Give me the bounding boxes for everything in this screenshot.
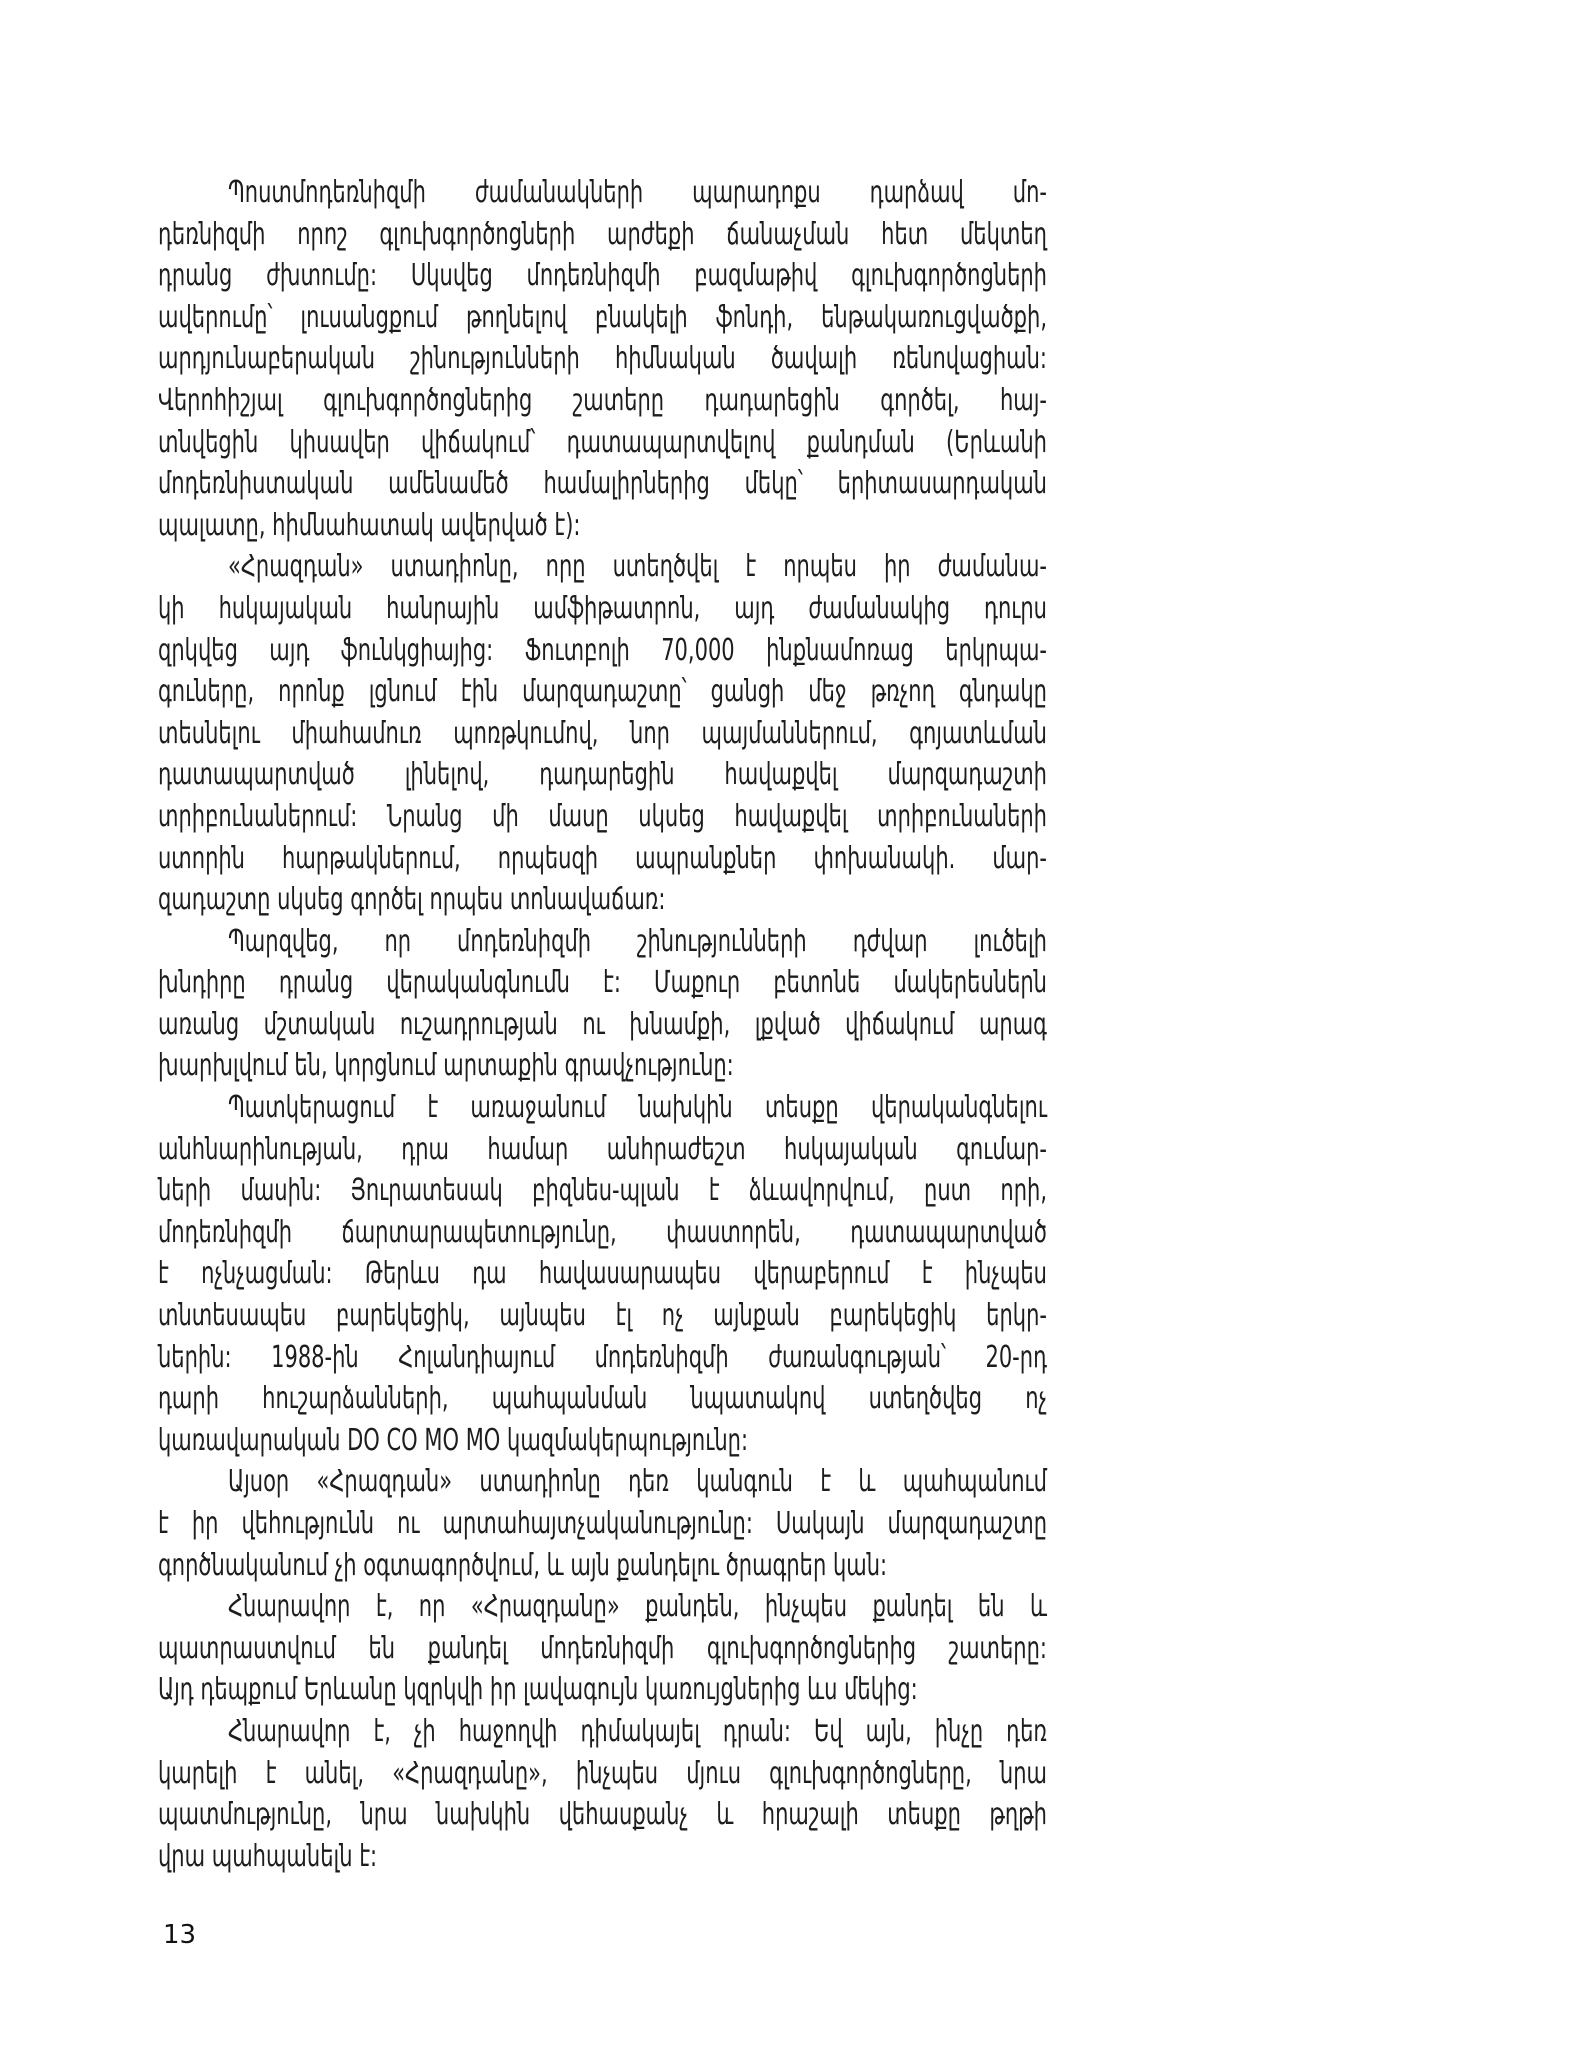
text-line: կարելի է անել, «Հրազդանը», ինչպես մյուս գլուխգործոցները, նրա bbox=[158, 1755, 1047, 1791]
text-line: վրա պահպանելն է: bbox=[158, 1838, 378, 1874]
text-line: խարխլվում են, կորցնում արտաքին գրավչությունը: bbox=[158, 1048, 734, 1084]
text-line: դատապարտված լինելով, դադարեցին հավաքվել մարզադաշտի bbox=[158, 757, 1047, 793]
text-line: կի հսկայական հանրային ամֆիթատրոն, այդ ժամանակից դուրս bbox=[158, 590, 1047, 626]
text-line: առանց մշտական ուշադրության ու խնամքի, լքված վիճակում արագ bbox=[158, 1006, 1047, 1042]
text-line: դարի հուշարձանների, պահպանման նպատակով ստեղծվեց ոչ bbox=[158, 1381, 1047, 1417]
paragraph bbox=[158, 921, 1047, 1087]
text-line: Պոստմոդեռնիզմի ժամանակների պարադոքս դարձավ մո- bbox=[228, 175, 1047, 210]
paragraph bbox=[158, 1461, 1047, 1586]
text-line: ների մասին: Յուրատեսակ բիզնես-պլան է ձևավորվում, ըստ որի, bbox=[158, 1173, 1047, 1209]
text-line: ավերումը՝ լուսանցքում թողնելով բնակելի ֆոնդի, ենթակառուցվածքի, bbox=[158, 299, 1047, 335]
text-line: անհնարինության, դրա համար անհրաժեշտ հսկայական գումար- bbox=[158, 1131, 1047, 1167]
text-line: Պարզվեց, որ մոդեռնիզմի շինությունների դժվար լուծելի bbox=[228, 923, 1047, 959]
text-line: զադաշտը սկսեց գործել որպես տոնավաճառ: bbox=[158, 882, 666, 918]
text-line: Վերոհիշյալ գլուխգործոցներից շատերը դադարեցին գործել, հայ- bbox=[158, 382, 1047, 418]
text-line: մոդեռնիստական ամենամեծ համալիրներից մեկը՝ երիտասարդական bbox=[158, 466, 1047, 502]
text-line: խնդիրը դրանց վերականգնումն է: Մաքուր բետոնե մակերեսներն bbox=[158, 965, 1047, 1001]
text-line: դեռնիզմի որոշ գլուխգործոցների արժեքի ճանաչման հետ մեկտեղ bbox=[158, 216, 1047, 252]
text-line: ներին: 1988-ին Հոլանդիայում մոդեռնիզմի ժառանգության՝ 20-րդ bbox=[158, 1339, 1047, 1375]
text-line: պալատը, հիմնահատակ ավերված է): bbox=[158, 507, 581, 543]
text-line: պատմությունը, նրա նախկին վեհասքանչ և հրաշալի տեսքը թղթի bbox=[158, 1797, 1047, 1833]
text-line: տնտեսապես բարեկեցիկ, այնպես էլ ոչ այնքան բարեկեցիկ երկր- bbox=[158, 1298, 1047, 1334]
text-line: տրիբունաներում: Նրանց մի մասը սկսեց հավաքվել տրիբունաների bbox=[158, 798, 1047, 834]
text-line: Պատկերացում է առաջանում նախկին տեսքը վերականգնելու bbox=[228, 1090, 1047, 1126]
text-line: մոդեռնիզմի ճարտարապետությունը, փաստորեն, դատապարտված bbox=[158, 1214, 1047, 1250]
page-number: 13 bbox=[163, 1920, 197, 1950]
text-line: Հնարավոր է, որ «Հրազդանը» քանդեն, ինչպես քանդել են և bbox=[228, 1589, 1047, 1625]
paragraph bbox=[158, 1711, 1047, 1877]
text-line: Այդ դեպքում Երևանը կզրկվի իր լավագույն կառույցներից ևս մեկից: bbox=[158, 1672, 918, 1708]
text-line: դրանց ժխտումը: Սկսվեց մոդեռնիզմի բազմաթիվ գլուխգործոցների bbox=[158, 258, 1047, 294]
text-line: գուները, որոնք լցնում էին մարզադաշտը՝ ցանցի մեջ թռչող գնդակը bbox=[158, 674, 1047, 710]
text-line: տեսնելու միահամուռ պոռթկումով, նոր պայմաններում, գոյատևման bbox=[158, 715, 1047, 751]
text-line: ստորին հարթակներում, որպեսզի ապրանքներ փոխանակի. մար- bbox=[158, 840, 1047, 876]
text-line: Այսօր «Հրազդան» ստադիոնը դեռ կանգուն է և պահպանում bbox=[228, 1464, 1047, 1500]
text-block bbox=[158, 172, 1047, 1877]
text-line: է իր վեհությունն ու արտահայտչականությունը: Սակայն մարզադաշտը bbox=[158, 1506, 1047, 1541]
paragraph bbox=[158, 546, 1047, 920]
text-line: կառավարական DO CO MO MO կազմակերպությունը: bbox=[158, 1422, 749, 1458]
paragraph bbox=[158, 1586, 1047, 1711]
text-line: պատրաստվում են քանդել մոդեռնիզմի գլուխգործոցներից շատերը: bbox=[158, 1630, 1047, 1666]
paragraph bbox=[158, 1087, 1047, 1461]
text-line: «Հրազդան» ստադիոնը, որը ստեղծվել է որպես իր ժամանա- bbox=[228, 549, 1047, 585]
text-line: արդյունաբերական շինությունների հիմնական ծավալի ռենովացիան: bbox=[158, 341, 1047, 377]
text-line: գործնականում չի օգտագործվում, և այն քանդելու ծրագրեր կան: bbox=[158, 1547, 888, 1583]
text-line: է ոչնչացման: Թերևս դա հավասարապես վերաբերում է ինչպես bbox=[158, 1256, 1047, 1292]
text-line: զրկվեց այդ ֆունկցիայից: Ֆուտբոլի 70,000 ինքնամոռաց երկրպա- bbox=[158, 632, 1047, 668]
text-line: Հնարավոր է, չի հաջողվի դիմակայել դրան: Եվ այն, ինչը դեռ bbox=[228, 1713, 1047, 1749]
paragraph bbox=[158, 172, 1047, 546]
text-line: տնվեցին կիսավեր վիճակում՝ դատապարտվելով քանդման (Երևանի bbox=[158, 424, 1047, 460]
